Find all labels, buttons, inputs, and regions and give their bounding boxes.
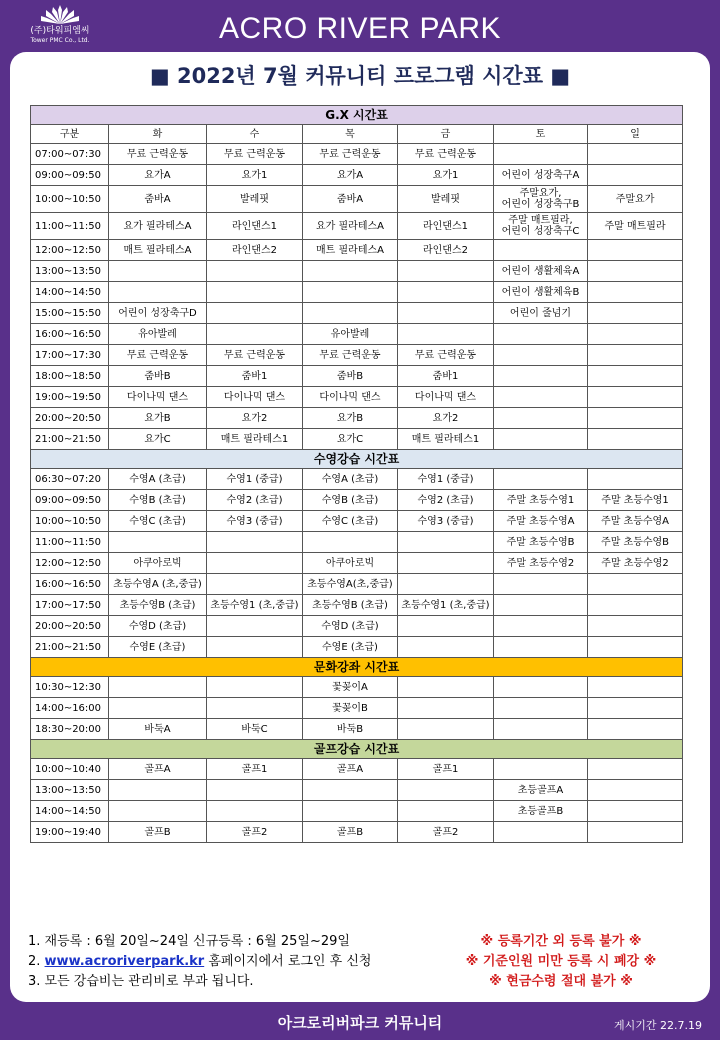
table-row <box>31 366 683 387</box>
program-cell: 주말 초등수영A <box>494 511 588 532</box>
program-cell: 발레핏 <box>398 186 494 213</box>
table-row <box>31 345 683 366</box>
note-line-3: 3. 모든 강습비는 관리비로 부과 됩니다. <box>28 974 254 989</box>
program-timetable <box>30 105 683 843</box>
table-row <box>31 822 683 843</box>
table-row <box>31 553 683 574</box>
table-row <box>31 698 683 719</box>
program-cell: 수영B (초급) <box>109 490 207 511</box>
program-cell: 다이나믹 댄스 <box>109 387 207 408</box>
program-cell: 수영C (초급) <box>303 511 398 532</box>
program-cell: 수영B (초급) <box>303 490 398 511</box>
program-cell <box>398 324 494 345</box>
time-slot: 16:00~16:50 <box>31 574 109 595</box>
program-cell: 초등수영B (초급) <box>303 595 398 616</box>
program-cell: 초등수영A(초,중급) <box>303 574 398 595</box>
time-slot: 13:00~13:50 <box>31 261 109 282</box>
table-row <box>31 595 683 616</box>
program-cell <box>398 282 494 303</box>
program-cell: 다이나믹 댄스 <box>303 387 398 408</box>
column-header: 화 <box>109 125 207 144</box>
program-cell: 주말 초등수영B <box>588 532 683 553</box>
program-cell: 요가A <box>303 165 398 186</box>
program-cell <box>588 574 683 595</box>
program-cell <box>398 801 494 822</box>
time-slot: 10:00~10:50 <box>31 511 109 532</box>
program-cell: 수영A (초급) <box>303 469 398 490</box>
program-cell <box>588 780 683 801</box>
time-slot: 15:00~15:50 <box>31 303 109 324</box>
program-cell <box>303 801 398 822</box>
time-slot: 09:00~09:50 <box>31 165 109 186</box>
section-title: 수영강습 시간표 <box>31 450 683 469</box>
program-cell: 요가C <box>109 429 207 450</box>
table-row <box>31 324 683 345</box>
time-slot: 07:00~07:30 <box>31 144 109 165</box>
program-cell <box>207 282 303 303</box>
program-cell <box>207 574 303 595</box>
warning-notes <box>430 932 692 992</box>
program-cell <box>109 780 207 801</box>
program-cell: 줌바A <box>109 186 207 213</box>
program-cell: 요가B <box>109 408 207 429</box>
table-row <box>31 719 683 740</box>
program-cell <box>494 366 588 387</box>
table-row <box>31 282 683 303</box>
program-cell <box>207 637 303 658</box>
program-cell: 수영D (초급) <box>303 616 398 637</box>
time-slot: 16:00~16:50 <box>31 324 109 345</box>
program-cell: 요가C <box>303 429 398 450</box>
program-cell: 골프1 <box>207 759 303 780</box>
program-cell: 유아발레 <box>303 324 398 345</box>
time-slot: 14:00~14:50 <box>31 282 109 303</box>
table-row <box>31 780 683 801</box>
column-header: 목 <box>303 125 398 144</box>
section-header-row <box>31 106 683 125</box>
program-cell: 무료 근력운동 <box>398 144 494 165</box>
program-cell: 골프2 <box>207 822 303 843</box>
program-cell <box>588 801 683 822</box>
time-slot: 11:00~11:50 <box>31 532 109 553</box>
program-cell <box>207 698 303 719</box>
time-slot: 18:00~18:50 <box>31 366 109 387</box>
program-cell <box>207 616 303 637</box>
program-cell: 초등수영1 (초,중급) <box>207 595 303 616</box>
program-cell: 어린이 생활체육A <box>494 261 588 282</box>
program-cell: 무료 근력운동 <box>303 345 398 366</box>
program-cell: 꽃꽂이A <box>303 677 398 698</box>
program-cell: 초등골프B <box>494 801 588 822</box>
program-cell <box>588 261 683 282</box>
program-cell: 매트 필라테스A <box>109 240 207 261</box>
program-cell: 골프1 <box>398 759 494 780</box>
column-header: 일 <box>588 125 683 144</box>
program-cell <box>588 595 683 616</box>
program-cell: 수영1 (중급) <box>398 469 494 490</box>
table-row <box>31 144 683 165</box>
warning-line: ※ 기준인원 미만 등록 시 폐강 ※ <box>465 954 657 969</box>
program-cell <box>494 595 588 616</box>
program-cell <box>398 698 494 719</box>
time-slot: 09:00~09:50 <box>31 490 109 511</box>
program-cell: 라인댄스2 <box>207 240 303 261</box>
program-cell <box>109 261 207 282</box>
time-slot: 12:00~12:50 <box>31 553 109 574</box>
program-cell: 주말요가 <box>588 186 683 213</box>
program-cell <box>494 677 588 698</box>
program-cell: 라인댄스1 <box>207 213 303 240</box>
program-cell <box>588 165 683 186</box>
program-cell: 요가 필라테스A <box>109 213 207 240</box>
program-cell: 주말 매트필라 <box>588 213 683 240</box>
program-cell: 바둑C <box>207 719 303 740</box>
program-cell: 초등골프A <box>494 780 588 801</box>
program-cell: 무료 근력운동 <box>109 144 207 165</box>
program-cell: 어린이 줄넘기 <box>494 303 588 324</box>
program-cell: 골프2 <box>398 822 494 843</box>
program-cell <box>109 677 207 698</box>
program-cell: 요가A <box>109 165 207 186</box>
program-cell: 매트 필라테스A <box>303 240 398 261</box>
program-cell <box>207 261 303 282</box>
time-slot: 11:00~11:50 <box>31 213 109 240</box>
program-cell: 초등수영B (초급) <box>109 595 207 616</box>
program-cell: 무료 근력운동 <box>398 345 494 366</box>
program-cell <box>398 532 494 553</box>
program-cell <box>494 408 588 429</box>
program-cell <box>588 677 683 698</box>
time-slot: 19:00~19:50 <box>31 387 109 408</box>
program-cell: 줌바1 <box>207 366 303 387</box>
warning-line: ※ 현금수령 절대 불가 ※ <box>489 974 633 989</box>
column-header: 금 <box>398 125 494 144</box>
program-cell: 골프A <box>303 759 398 780</box>
program-cell: 주말 매트필라, 어린이 성장축구C <box>494 213 588 240</box>
program-cell: 줌바B <box>109 366 207 387</box>
program-cell <box>494 759 588 780</box>
program-cell <box>494 324 588 345</box>
program-cell: 주말 초등수영2 <box>588 553 683 574</box>
table-row <box>31 261 683 282</box>
program-cell <box>207 780 303 801</box>
program-cell <box>588 324 683 345</box>
program-cell <box>109 532 207 553</box>
program-cell: 바둑A <box>109 719 207 740</box>
section-header-row <box>31 658 683 677</box>
program-cell <box>494 616 588 637</box>
table-row <box>31 801 683 822</box>
program-cell <box>588 345 683 366</box>
program-cell: 주말요가, 어린이 성장축구B <box>494 186 588 213</box>
program-cell: 수영A (초급) <box>109 469 207 490</box>
program-cell: 무료 근력운동 <box>303 144 398 165</box>
section-title: 골프강습 시간표 <box>31 740 683 759</box>
program-cell <box>494 469 588 490</box>
table-row <box>31 490 683 511</box>
program-cell <box>207 303 303 324</box>
program-cell <box>303 780 398 801</box>
table-row <box>31 759 683 780</box>
table-row <box>31 387 683 408</box>
table-row <box>31 469 683 490</box>
program-cell: 라인댄스2 <box>398 240 494 261</box>
program-cell <box>588 469 683 490</box>
column-header-row <box>31 125 683 144</box>
table-row <box>31 186 683 213</box>
program-cell <box>588 822 683 843</box>
program-cell: 아쿠아로빅 <box>109 553 207 574</box>
time-slot: 10:00~10:40 <box>31 759 109 780</box>
program-cell: 수영2 (초급) <box>398 490 494 511</box>
section-header-row <box>31 450 683 469</box>
program-cell: 꽃꽂이B <box>303 698 398 719</box>
time-slot: 19:00~19:40 <box>31 822 109 843</box>
program-cell: 수영3 (중급) <box>207 511 303 532</box>
program-cell: 요가B <box>303 408 398 429</box>
program-cell: 어린이 생활체육B <box>494 282 588 303</box>
table-row <box>31 616 683 637</box>
program-cell: 골프A <box>109 759 207 780</box>
program-cell <box>494 429 588 450</box>
program-cell <box>303 532 398 553</box>
program-cell: 줌바1 <box>398 366 494 387</box>
program-cell: 주말 초등수영B <box>494 532 588 553</box>
program-cell <box>588 698 683 719</box>
program-cell <box>588 759 683 780</box>
table-row <box>31 429 683 450</box>
program-cell <box>398 677 494 698</box>
program-cell: 요가1 <box>398 165 494 186</box>
time-slot: 21:00~21:50 <box>31 429 109 450</box>
program-cell <box>588 282 683 303</box>
time-slot: 18:30~20:00 <box>31 719 109 740</box>
program-cell: 초등수영A (초,중급) <box>109 574 207 595</box>
column-header: 구분 <box>31 125 109 144</box>
program-cell: 수영1 (중급) <box>207 469 303 490</box>
page-title: ■ 2022년 7월 커뮤니티 프로그램 시간표 ■ <box>149 64 571 88</box>
program-cell <box>207 324 303 345</box>
program-cell <box>398 553 494 574</box>
section-header-row <box>31 740 683 759</box>
program-cell <box>207 532 303 553</box>
time-slot: 20:00~20:50 <box>31 616 109 637</box>
program-cell: 요가 필라테스A <box>303 213 398 240</box>
table-row <box>31 303 683 324</box>
logo-english-text: Tower PMC Co., Ltd. <box>30 37 90 44</box>
time-slot: 14:00~14:50 <box>31 801 109 822</box>
program-cell <box>588 637 683 658</box>
table-row <box>31 574 683 595</box>
time-slot: 10:30~12:30 <box>31 677 109 698</box>
program-cell <box>303 282 398 303</box>
time-slot: 14:00~16:00 <box>31 698 109 719</box>
table-row <box>31 408 683 429</box>
time-slot: 12:00~12:50 <box>31 240 109 261</box>
program-cell: 수영2 (초급) <box>207 490 303 511</box>
program-cell: 라인댄스1 <box>398 213 494 240</box>
program-cell: 어린이 성장축구A <box>494 165 588 186</box>
program-cell: 요가2 <box>398 408 494 429</box>
time-slot: 20:00~20:50 <box>31 408 109 429</box>
program-cell: 다이나믹 댄스 <box>207 387 303 408</box>
column-header: 수 <box>207 125 303 144</box>
program-cell <box>494 144 588 165</box>
table-row <box>31 213 683 240</box>
program-cell <box>494 240 588 261</box>
program-cell <box>588 366 683 387</box>
program-cell: 다이나믹 댄스 <box>398 387 494 408</box>
program-cell <box>588 240 683 261</box>
table-row <box>31 511 683 532</box>
footer-community-name: 아크로리버파크 커뮤니티 <box>277 1014 443 1032</box>
program-cell: 수영E (초급) <box>109 637 207 658</box>
section-title: 문화강좌 시간표 <box>31 658 683 677</box>
table-row <box>31 165 683 186</box>
program-cell: 매트 필라테스1 <box>398 429 494 450</box>
time-slot: 13:00~13:50 <box>31 780 109 801</box>
column-header: 토 <box>494 125 588 144</box>
note-line-2-suffix: 홈페이지에서 로그인 후 신청 <box>204 954 372 969</box>
registration-notes <box>28 932 371 992</box>
table-row <box>31 532 683 553</box>
program-cell <box>109 801 207 822</box>
program-cell: 어린이 성장축구D <box>109 303 207 324</box>
program-cell: 수영D (초급) <box>109 616 207 637</box>
program-cell: 무료 근력운동 <box>207 144 303 165</box>
program-cell: 수영C (초급) <box>109 511 207 532</box>
program-cell: 골프B <box>303 822 398 843</box>
program-cell <box>494 574 588 595</box>
program-cell <box>109 698 207 719</box>
program-cell <box>588 429 683 450</box>
program-cell <box>494 698 588 719</box>
program-cell: 주말 초등수영A <box>588 511 683 532</box>
logo-korean-text: (주)타워피엠씨 <box>30 26 90 36</box>
time-slot: 06:30~07:20 <box>31 469 109 490</box>
time-slot: 10:00~10:50 <box>31 186 109 213</box>
program-cell <box>494 822 588 843</box>
program-cell <box>109 282 207 303</box>
time-slot: 17:00~17:50 <box>31 595 109 616</box>
note-line-2 <box>28 952 371 972</box>
program-cell: 주말 초등수영1 <box>494 490 588 511</box>
program-cell: 수영3 (중급) <box>398 511 494 532</box>
note-line-2-prefix: 2. <box>28 954 45 969</box>
program-cell <box>398 780 494 801</box>
warning-line: ※ 등록기간 외 등록 불가 ※ <box>480 934 642 949</box>
program-cell <box>588 408 683 429</box>
program-cell: 바둑B <box>303 719 398 740</box>
homepage-link[interactable]: www.acroriverpark.kr <box>44 954 205 969</box>
program-cell <box>588 303 683 324</box>
program-cell <box>398 637 494 658</box>
program-cell <box>303 303 398 324</box>
program-cell: 매트 필라테스1 <box>207 429 303 450</box>
program-cell <box>207 801 303 822</box>
site-name: ACRO RIVER PARK <box>219 12 501 45</box>
section-title: G.X 시간표 <box>31 106 683 125</box>
table-row <box>31 677 683 698</box>
program-cell: 줌바A <box>303 186 398 213</box>
program-cell <box>398 261 494 282</box>
program-cell: 요가2 <box>207 408 303 429</box>
program-cell <box>588 719 683 740</box>
program-cell <box>494 637 588 658</box>
time-slot: 17:00~17:30 <box>31 345 109 366</box>
program-cell <box>207 677 303 698</box>
note-line-1: 1. 재등록 : 6월 20일~24일 신규등록 : 6월 25일~29일 <box>28 934 350 949</box>
program-cell <box>398 303 494 324</box>
posting-period: 게시기간 22.7.19 <box>614 1019 702 1032</box>
program-cell: 유아발레 <box>109 324 207 345</box>
program-cell: 골프B <box>109 822 207 843</box>
program-cell: 주말 초등수영1 <box>588 490 683 511</box>
program-cell: 주말 초등수영2 <box>494 553 588 574</box>
program-cell <box>207 553 303 574</box>
program-cell <box>588 387 683 408</box>
program-cell: 줌바B <box>303 366 398 387</box>
program-cell <box>398 719 494 740</box>
program-cell <box>398 616 494 637</box>
program-cell <box>398 574 494 595</box>
program-cell <box>494 719 588 740</box>
program-cell <box>494 387 588 408</box>
program-cell: 발레핏 <box>207 186 303 213</box>
table-row <box>31 240 683 261</box>
program-cell <box>588 616 683 637</box>
program-cell: 무료 근력운동 <box>207 345 303 366</box>
table-row <box>31 637 683 658</box>
program-cell <box>588 144 683 165</box>
program-cell <box>303 261 398 282</box>
program-cell: 요가1 <box>207 165 303 186</box>
program-cell <box>494 345 588 366</box>
program-cell: 수영E (초급) <box>303 637 398 658</box>
time-slot: 21:00~21:50 <box>31 637 109 658</box>
program-cell: 아쿠아로빅 <box>303 553 398 574</box>
program-cell: 무료 근력운동 <box>109 345 207 366</box>
program-cell: 초등수영1 (초,중급) <box>398 595 494 616</box>
